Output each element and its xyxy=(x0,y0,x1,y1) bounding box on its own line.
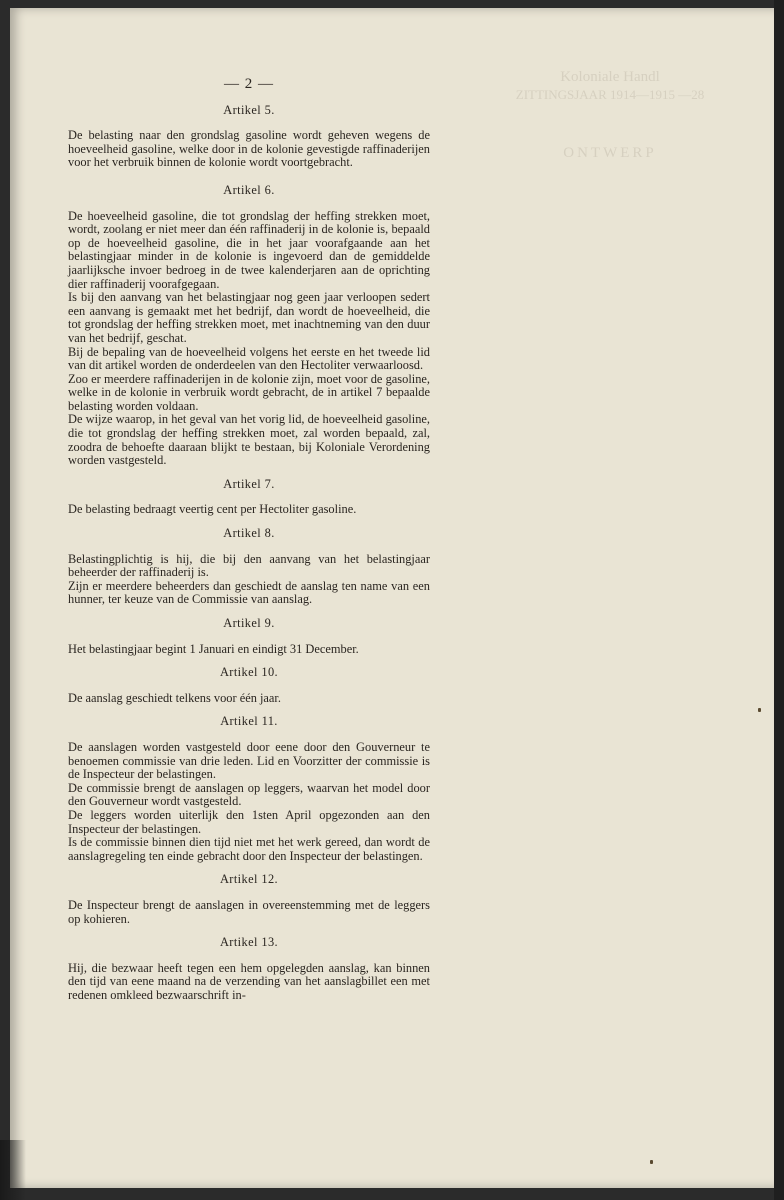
article-heading: Artikel 9. xyxy=(223,616,275,630)
bleed-line: ONTWERP xyxy=(563,145,657,161)
article-heading: Artikel 8. xyxy=(223,526,275,541)
article-13 xyxy=(68,936,430,1002)
article-10 xyxy=(68,666,430,705)
article-12 xyxy=(68,873,430,926)
article-heading: Artikel 12. xyxy=(219,872,279,887)
article-heading: Artikel 5. xyxy=(223,102,275,117)
article-heading: Artikel 7. xyxy=(223,476,275,491)
paper-speck xyxy=(758,708,761,712)
article-paragraph: De commissie brengt de aanslagen op leggers, waarvan het model door den Gouverneur wordt vastgesteld. xyxy=(68,780,430,809)
article-paragraph: De belasting bedraagt veertig cent per Hectoliter gasoline. xyxy=(68,502,357,517)
text-column xyxy=(68,78,430,1012)
article-paragraph: Hij, die bezwaar heeft tegen een hem opgelegden aanslag, kan binnen den tijd van eene maand na de verzending van het aanslagbillet een met redenen omkleed bezwaarschrift in- xyxy=(68,960,430,1002)
bleed-line: Koloniale Handl xyxy=(560,69,660,85)
article-9 xyxy=(68,617,430,656)
article-heading: Artikel 10. xyxy=(219,665,279,680)
article-paragraph: Het belastingjaar begint 1 Januari en eindigt 31 December. xyxy=(68,641,359,656)
article-paragraph: Is bij den aanvang van het belastingjaar nog geen jaar verloopen sedert een aanvang is gemaakt met het bedrijf, dan wordt de hoeveelheid, die tot grondslag der heffing strekken moet, met inachtneming van den duur van het bedrijf, geschat. xyxy=(68,290,430,345)
article-paragraph: Belastingplichtig is hij, die bij den aanvang van het belastingjaar beheerder der raffinaderij is. xyxy=(68,551,430,580)
article-paragraph: Zijn er meerdere beheerders dan geschiedt de aanslag ten name van een hunner, ter keuze van de Commissie van aanslag. xyxy=(68,578,430,607)
article-paragraph: De wijze waarop, in het geval van het vorig lid, de hoeveelheid gasoline, die tot grondslag der heffing strekken moet, zal worden bepaald, zal, zoodra de behoefte daaraan blijkt te bestaan, bij Koloniale Verordening worden vastgesteld. xyxy=(68,412,430,468)
article-5 xyxy=(68,104,430,170)
article-7 xyxy=(68,478,430,517)
article-paragraph: Is de commissie binnen dien tijd niet met het werk gereed, dan wordt de aanslagregeling ten einde gebracht door den Inspecteur der belastingen. xyxy=(68,835,430,863)
article-paragraph: De hoeveelheid gasoline, die tot grondslag der heffing strekken moet, wordt, zoolang er niet meer dan één raffinaderij in de kolonie is, bepaald op de hoeveelheid gasoline, die in het jaar voorafgaande aan het belastingjaar minder in de kolonie is ingevoerd dan de gemiddelde jaarlijksche invoer bedroeg in de twee kalenderjaren aan de oprichting dier raffinaderij voorafgegaan. xyxy=(68,208,430,291)
bleed-through-text xyxy=(470,68,750,162)
binding-shadow xyxy=(0,1140,26,1200)
bleed-line: ZITTINGSJAAR 1914—1915 —28 xyxy=(515,87,705,102)
article-paragraph: Zoo er meerdere raffinaderijen in de kolonie zijn, moet voor de gasoline, welke in de kolonie in verbruik wordt gebracht, de in artikel 7 bepaalde belasting worden voldaan. xyxy=(68,371,430,413)
document-page xyxy=(10,8,776,1188)
article-paragraph: De belasting naar den grondslag gasoline wordt geheven wegens de hoeveelheid gasoline, welke door in de kolonie gevestigde raffinaderijen voor het verbruik binnen de kolonie wordt voortgebracht. xyxy=(68,128,430,170)
article-11 xyxy=(68,715,430,863)
scan-border xyxy=(774,0,784,1200)
article-paragraph: De aanslagen worden vastgesteld door eene door den Gouverneur te benoemen commissie van drie leden. Lid en Voorzitter der commissie is de Inspecteur der belastingen. xyxy=(68,739,430,782)
article-paragraph: De aanslag geschiedt telkens voor één jaar. xyxy=(68,690,281,705)
article-paragraph: Bij de bepaling van de hoeveelheid volgens het eerste en het tweede lid van dit artikel worden de onderdeelen van den Hectoliter verwaarloosd. xyxy=(68,344,430,373)
article-heading: Artikel 6. xyxy=(223,182,275,197)
article-paragraph: De leggers worden uiterlijk den 1sten April opgezonden aan den Inspecteur der belastingen. xyxy=(68,807,430,836)
article-8 xyxy=(68,527,430,607)
article-6 xyxy=(68,184,430,468)
article-heading: Artikel 13. xyxy=(219,935,279,950)
paper-speck xyxy=(650,1160,653,1164)
article-paragraph: De Inspecteur brengt de aanslagen in overeenstemming met de leggers op kohieren. xyxy=(68,897,430,926)
article-heading: Artikel 11. xyxy=(220,714,278,729)
page-number: — 2 — xyxy=(224,76,274,92)
